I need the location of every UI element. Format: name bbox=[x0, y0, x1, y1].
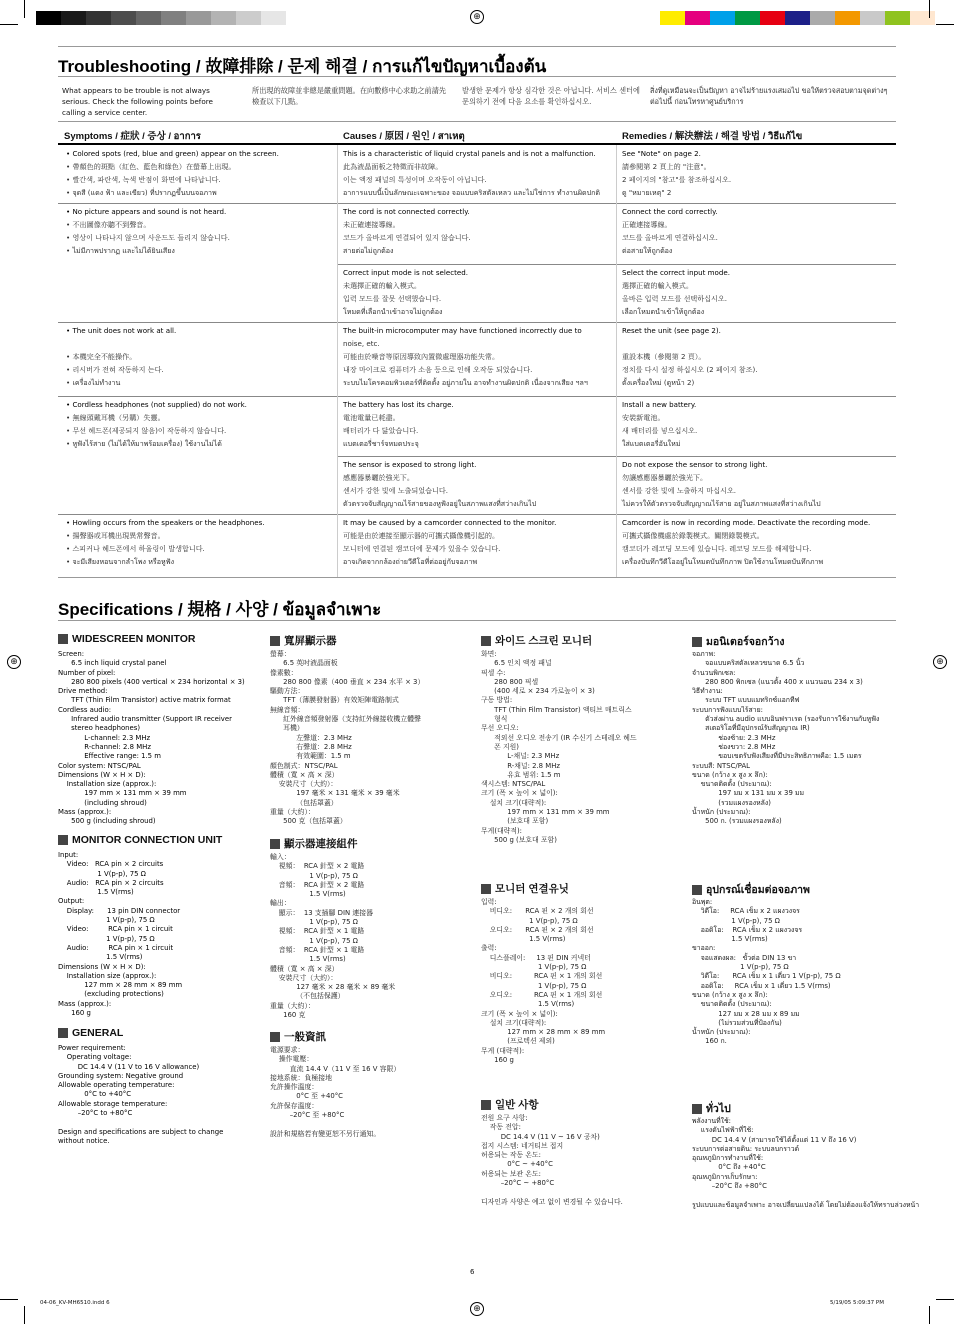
cell-line: • 本機完全不能操作。 bbox=[66, 352, 137, 361]
cell-line bbox=[66, 337, 176, 350]
square-bullet-icon bbox=[692, 1104, 702, 1114]
cell-line: The cord is not connected correctly. bbox=[343, 207, 470, 216]
spec-section-title bbox=[270, 1029, 326, 1044]
spec-section-body: 입력: 비디오: RCA 핀 × 2 개의 회선 1 V(p-p), 75 Ω 오디오: RCA 핀 × 2 개의 회선 1.5 V(rms) 출력: 디스플레이: 13 핀 DIN 커넥터 1 V(p-p), 75 Ω 비디오: RCA 핀 × 1 개의 회선 1 V(p-p), 75 Ω 오디오: RCA 핀 × 1 개의 회선 1.5 V(rms) 크기 (폭 × 높이 × 넓이): 설치 크기(대략적): 127 mm × 28 mm × 89 mm (프로텍션 제외) 무게 (대략적): 160 g bbox=[481, 898, 606, 1065]
crop-mark bbox=[0, 1299, 18, 1300]
cell-line: 입력 모드를 잘못 선택했습니다. bbox=[343, 294, 442, 303]
color-swatch bbox=[261, 11, 286, 25]
color-swatch bbox=[685, 11, 710, 25]
cell-line: 이는 액정 패널의 특성이며 오작동이 아닙니다. bbox=[343, 175, 487, 184]
cell-line: Select the correct input mode. bbox=[622, 268, 731, 277]
cell-line: See "Note" on page 2. bbox=[622, 149, 701, 158]
table-cell-cause bbox=[343, 458, 536, 510]
cell-line: The built-in microcomputer may have functioned incorrectly due to bbox=[343, 326, 582, 335]
intro-ko: 발생한 문제가 항상 심각한 것은 아닙니다. 서비스 센터에 문의하기 전에 다음 요소를 확인하십시오. bbox=[462, 86, 640, 106]
row-divider bbox=[58, 203, 896, 204]
intro-en: What appears to be trouble is not always serious. Check the following points before calling a service center. bbox=[62, 86, 213, 117]
cell-line: • Colored spots (red, blue and green) appear on the screen. bbox=[66, 149, 279, 158]
color-swatch bbox=[286, 11, 311, 25]
color-swatch bbox=[710, 11, 735, 25]
table-cell-remedy bbox=[622, 266, 730, 318]
table-top-rule bbox=[58, 143, 896, 145]
color-bar-left bbox=[36, 11, 311, 25]
cell-line: • จะมีเสียงหอนจากลำโพง หรือหูฟัง bbox=[66, 557, 175, 566]
spec-section-title bbox=[481, 1097, 539, 1112]
cell-line: 重設本機（參閱第 2 頁）。 bbox=[622, 352, 706, 361]
crop-mark bbox=[929, 0, 930, 18]
color-swatch bbox=[161, 11, 186, 25]
cell-line: 可能是由於連接至顯示器的可攜式攝像機引起的。 bbox=[343, 531, 500, 540]
cell-line: • 빨간색, 파란색, 녹색 반점이 화면에 나타납니다. bbox=[66, 175, 221, 184]
spec-section-title bbox=[692, 1100, 731, 1117]
intro-th: สิ่งที่ดูเหมือนจะเป็นปัญหา อาจไม่ร้ายแรงเสมอไป ขอให้ตรวจสอบตามจุดต่างๆ ต่อไปนี้ ก่อนโทรหาศูนย์บริการ bbox=[650, 86, 888, 106]
square-bullet-icon bbox=[270, 636, 280, 646]
cell-line: 센서가 강한 빛에 노출되었습니다. bbox=[343, 486, 448, 495]
cell-line: 可能由於噪音等原因導致內置微處理器功能失常。 bbox=[343, 352, 500, 361]
row-divider bbox=[338, 456, 896, 457]
row-divider bbox=[58, 322, 896, 323]
table-cell-cause bbox=[343, 398, 454, 450]
cell-line: ตั้งเครื่องใหม่ (ดูหน้า 2) bbox=[622, 378, 695, 387]
page-number: 6 bbox=[470, 1268, 475, 1276]
registration-mark-icon: ⊕ bbox=[933, 655, 947, 669]
cell-line: 올바른 입력 모드를 선택하십시오. bbox=[622, 294, 727, 303]
row-divider bbox=[58, 396, 896, 397]
spec-section-body: 화면: 6.5 인치 액정 패널 픽셀 수: 280 800 픽셀 (400 세로 × 234 가로높이 × 3) 구동 방법: TFT (Thin Film Transistor) 액티브 매트릭스 형식 무선 오디오: 적외선 오디오 전송기 (IR 수신기 스테레오 헤드 폰 지원) L-채널: 2.3 MHz R-채널: 2.8 MHz 유효 범위: 1.5 m 색시스템: NTSC/PAL 크기 (폭 × 높이 × 넓이): 설치 크기(대략적): 197 mm × 131 mm × 39 mm (보호대 포함) 무게(대략적): 500 g (보호대 포함) bbox=[481, 650, 637, 844]
table-cell-cause bbox=[343, 147, 600, 199]
spec-section-body: Input: Video: RCA pin × 2 circuits 1 V(p-p), 75 Ω Audio: RCA pin × 2 circuits 1.5 V(rms) Output: Display: 13 pin DIN connector 1 V(p-p), 75 Ω Video: RCA pin × 1 circuit 1 V(p-p), 75 Ω Audio: RCA pin × 1 circuit 1.5 V(rms) Dimensions (W × H × D): Installation size (approx.): 127 mm × 28 mm × 89 mm (excluding protections) Mass (approx.): 160 g bbox=[58, 851, 183, 1018]
spec-section-title-text: 모니터 연결유닛 bbox=[495, 883, 569, 895]
square-bullet-icon bbox=[58, 634, 68, 644]
cell-line: • 무선 헤드폰(제공되지 않음)이 작동하지 않습니다. bbox=[66, 426, 227, 435]
cell-line: It may be caused by a camcorder connected to the monitor. bbox=[343, 518, 557, 527]
cell-line: ดู "หมายเหตุ" 2 bbox=[622, 188, 672, 197]
cell-line: Camcorder is now in recording mode. Deactivate the recording mode. bbox=[622, 518, 871, 527]
specifications-title: Specifications / 規格 / 사양 / ข้อมูลจำเพาะ bbox=[58, 600, 382, 619]
cell-line: Connect the cord correctly. bbox=[622, 207, 718, 216]
spec-section-body: อินพุต: วิดีโอ: RCA เข็ม x 2 แผงวงจร 1 V(p-p), 75 Ω ออดิโอ: RCA เข็ม x 2 แผงวงจร 1.5 V(rms) ขาออก: จอแสดงผล: ขั้วต่อ DIN 13 ขา 1 V(p-p), 75 Ω วิดีโอ: RCA เข็ม x 1 เดี่ยว 1 V(p-p), 75 Ω ออดิโอ: RCA เข็ม x 1 เดี่ยว 1.5 V(rms) ขนาด (กว้าง x สูง x ลึก): ขนาดติดตั้ง (ประมาณ): 127 มม x 28 มม x 89 มม (ไม่รวมส่วนที่ป้องกัน) น้ำหนัก (ประมาณ): 160 ก. bbox=[692, 898, 841, 1046]
square-bullet-icon bbox=[692, 885, 702, 895]
divider bbox=[58, 121, 896, 122]
cell-line: • เครื่องไม่ทำงาน bbox=[66, 378, 121, 387]
column-divider bbox=[616, 145, 617, 577]
spec-section-title-text: ทั่วไป bbox=[706, 1103, 731, 1115]
cell-line: เลือกโหมดนำเข้าให้ถูกต้อง bbox=[622, 307, 705, 316]
spec-section-title bbox=[692, 633, 785, 650]
row-divider bbox=[58, 514, 896, 515]
color-swatch bbox=[186, 11, 211, 25]
crop-mark bbox=[929, 1306, 930, 1324]
spec-section-title bbox=[270, 633, 337, 648]
table-cell-symptom bbox=[66, 147, 279, 199]
color-swatch bbox=[211, 11, 236, 25]
spec-section-body: Power requirement: Operating voltage: DC 14.4 V (11 V to 16 V allowance) Grounding system: Negative ground Allowable operating temperature: 0°C to +40°C Allowable storage temperature: –20°C to +80°C Design and specifications are subject to change without notice. bbox=[58, 1044, 224, 1145]
divider bbox=[58, 577, 896, 578]
column-divider bbox=[337, 145, 338, 577]
cell-line: • 無線頭戴耳機（另購）失靈。 bbox=[66, 413, 165, 422]
cell-line: • 帶顏色的斑點（紅色、藍色和綠色）在螢幕上出現。 bbox=[66, 162, 236, 171]
cell-line: 배터리가 다 닳았습니다. bbox=[343, 426, 419, 435]
square-bullet-icon bbox=[58, 1028, 68, 1038]
table-cell-remedy bbox=[622, 398, 697, 450]
cell-line: ใส่แบตเตอรี่อันใหม่ bbox=[622, 439, 681, 448]
color-swatch bbox=[785, 11, 810, 25]
color-swatch bbox=[910, 11, 935, 25]
color-swatch bbox=[760, 11, 785, 25]
cell-line: • 스피커나 헤드폰에서 하울링이 발생합니다. bbox=[66, 544, 205, 553]
spec-section-title bbox=[270, 836, 358, 851]
square-bullet-icon bbox=[481, 884, 491, 894]
cell-line: • 不出圖像亦聽不到聲音。 bbox=[66, 220, 151, 229]
cell-line: ตัวตรวจจับสัญญาณไร้สายของหูฟังอยู่ในสภาพแสงที่สว่างเกินไป bbox=[343, 499, 537, 508]
file-name: 04-06_KV-MH6510.indd 6 bbox=[40, 1300, 110, 1306]
cell-line: 未正確連接導線。 bbox=[343, 220, 400, 229]
spec-section-title-text: 와이드 스크린 모니터 bbox=[495, 635, 593, 647]
cell-line: • จุดสี (แดง ฟ้า และเขียว) ที่ปรากฏขึ้นบนจอภาพ bbox=[66, 188, 217, 197]
cell-line: 코드를 올바르게 연결하십시오. bbox=[622, 233, 718, 242]
crop-mark bbox=[936, 24, 954, 25]
color-swatch bbox=[61, 11, 86, 25]
cell-line: Correct input mode is not selected. bbox=[343, 268, 469, 277]
cell-line: Reset the unit (see page 2). bbox=[622, 326, 721, 335]
spec-section-title bbox=[58, 633, 195, 645]
table-cell-cause bbox=[343, 205, 471, 257]
table-cell-cause bbox=[343, 516, 556, 568]
cell-line: 安裝新電池。 bbox=[622, 413, 665, 422]
cell-line: • 영상이 나타나지 않으며 사운드도 들리지 않습니다. bbox=[66, 233, 230, 242]
cell-line: Install a new battery. bbox=[622, 400, 697, 409]
cell-line: โหมดที่เลือกนำเข้าอาจไม่ถูกต้อง bbox=[343, 307, 443, 316]
column-header-remedies: Remedies / 解決辦法 / 해결 방법 / วิธีแก้ไข bbox=[622, 131, 803, 142]
spec-section-title bbox=[58, 1027, 123, 1039]
registration-mark-icon: ⊕ bbox=[470, 10, 484, 24]
spec-section-title bbox=[481, 881, 569, 896]
cell-line: 내장 마이크로 컴퓨터가 소음 등으로 인해 오작동 되었습니다. bbox=[343, 365, 533, 374]
spec-section-title-text: อุปกรณ์เชื่อมต่อจอภาพ bbox=[706, 884, 810, 896]
divider bbox=[58, 620, 896, 621]
spec-section-title-text: 顯示器連接組件 bbox=[284, 838, 358, 850]
color-swatch bbox=[36, 11, 61, 25]
spec-section-title bbox=[481, 633, 592, 648]
spec-section-body: พลังงานที่ใช้: แรงดันไฟฟ้าที่ใช้: DC 14.4 V (สามารถใช้ได้ตั้งแต่ 11 V ถึง 16 V) ระบบการต่อสายดิน: ระบบลบกราวด์ อุณหภูมิการทำงานที่ใช้: 0°C ถึง +40°C อุณหภูมิการเก็บรักษา: –20°C ถึง +80°C รูปแบบและข้อมูลจำเพาะ อาจเปลี่ยนแปลงได้ โดยไม่ต้องแจ้งให้ทราบล่วงหน้า bbox=[692, 1117, 920, 1209]
cell-line: 電池電量已耗盡。 bbox=[343, 413, 400, 422]
cell-line: The battery has lost its charge. bbox=[343, 400, 454, 409]
cell-line: 勿讓感應器暴曬於強光下。 bbox=[622, 473, 708, 482]
divider bbox=[58, 46, 896, 47]
cell-line: 正確連接導線。 bbox=[622, 220, 672, 229]
spec-section-title-text: MONITOR CONNECTION UNIT bbox=[72, 834, 223, 846]
cell-line: สายต่อไม่ถูกต้อง bbox=[343, 246, 394, 255]
spec-section-title-text: 一般資訊 bbox=[284, 1031, 326, 1043]
cell-line: 感應器暴曬於強光下。 bbox=[343, 473, 414, 482]
square-bullet-icon bbox=[270, 1032, 280, 1042]
crop-mark bbox=[24, 1306, 25, 1324]
cell-line: 새 배터리를 넣으십시오. bbox=[622, 426, 698, 435]
table-cell-remedy bbox=[622, 324, 757, 389]
table-cell-symptom bbox=[66, 205, 230, 257]
cell-line: 2 페이지의 "참고"를 참조하십시오. bbox=[622, 175, 732, 184]
color-swatch bbox=[810, 11, 835, 25]
table-cell-remedy bbox=[622, 147, 731, 199]
cell-line: The sensor is exposed to strong light. bbox=[343, 460, 477, 469]
square-bullet-icon bbox=[58, 835, 68, 845]
divider bbox=[58, 76, 896, 77]
cell-line: Do not expose the sensor to strong light. bbox=[622, 460, 768, 469]
table-cell-cause bbox=[343, 324, 588, 389]
spec-section-body: 螢幕： 6.5 英吋液晶面板 像素數： 280 800 像素（400 垂直 × 234 水平 × 3） 驅動方法： TFT（薄膜發射器）有效矩陣電路制式 無線音頻： 紅外線音頻發射器（支持紅外線接收機立體聲 耳機） 左聲道：2.3 MHz 右聲道：2.8 MHz 有效範圍：1.5 m 顏色制式：NTSC/PAL 體積（寬 × 高 × 深） 安裝尺寸（大約）： 197 毫米 × 131 毫米 × 39 毫米 （包括罩蓋） 重量（大約）： 500 克（包括罩蓋） bbox=[270, 650, 425, 826]
cell-line: แบตเตอรี่ชาร์จหมดประจุ bbox=[343, 439, 419, 448]
column-header-symptoms: Symptoms / 症狀 / 증상 / อาการ bbox=[64, 131, 201, 142]
row-divider bbox=[338, 264, 896, 265]
spec-section-body: จอภาพ: จอแบบคริสตัลเหลวขนาด 6.5 นิ้ว จำนวนพิกเซล: 280 800 พิกเซล (แนวตั้ง 400 x แนวนอน 234 x 3) วิธีทำงาน: ระบบ TFT แบบแมทริกซ์แอกทีฟ ระบบการฟังแบบไร้สาย: ตัวส่งผ่าน audio แบบอินฟราเรด (รองรับการใช้งานกับหูฟัง สเตอริโอที่มีอุปกรณ์รับสัญญาณ IR) ช่องซ้าย: 2.3 MHz ช่องขวา: 2.8 MHz ขอบเขตรับฟังเสียงที่มีประสิทธิภาพคือ: 1.5 เมตร ระบบสี: NTSC/PAL ขนาด (กว้าง x สูง x ลึก): ขนาดติดตั้ง (ประมาณ): 197 มม x 131 มม x 39 มม (รวมแผงรองหลัง) น้ำหนัก (ประมาณ): 500 ก. (รวมแผงรองหลัง) bbox=[692, 650, 880, 826]
cell-line: • Howling occurs from the speakers or the headphones. bbox=[66, 518, 265, 527]
table-cell-symptom bbox=[66, 324, 176, 389]
cell-line: 정치를 다시 설정 하십시오 (2 페이지 참조). bbox=[622, 365, 758, 374]
color-bar-right bbox=[660, 11, 935, 25]
spec-section-title-text: WIDESCREEN MONITOR bbox=[72, 633, 196, 645]
cell-line: • ไม่มีภาพปรากฏ และไม่ได้ยินเสียง bbox=[66, 246, 175, 255]
cell-line: • 리시버가 전혀 작동하지 는다. bbox=[66, 365, 164, 374]
square-bullet-icon bbox=[481, 636, 491, 646]
cell-line: ระบบไมโครคอมพิวเตอร์ที่ติดตั้ง อยู่ภายใน อาจทำงานผิดปกติ เนื่องจากเสียง ฯลฯ bbox=[343, 378, 588, 387]
cell-line: • The unit does not work at all. bbox=[66, 326, 177, 335]
table-cell-symptom bbox=[66, 398, 247, 450]
table-cell-remedy bbox=[622, 516, 870, 568]
spec-section-title bbox=[58, 834, 222, 846]
square-bullet-icon bbox=[692, 637, 702, 647]
cell-line: 可攜式攝像機處於錄製模式。關閉錄製模式。 bbox=[622, 531, 764, 540]
color-swatch bbox=[136, 11, 161, 25]
cell-line: 캠코더가 레코딩 모드에 있습니다. 레코딩 모드를 해제합니다. bbox=[622, 544, 812, 553]
cell-line: • หูฟังไร้สาย (ไม่ได้ให้มาพร้อมเครื่อง) ใช้งานไม่ได้ bbox=[66, 439, 222, 448]
cell-line: This is a characteristic of liquid crystal panels and is not a malfunction. bbox=[343, 149, 596, 158]
cell-line: 모니터에 연결된 캠코더에 문제가 있을수 있습니다. bbox=[343, 544, 501, 553]
color-swatch bbox=[86, 11, 111, 25]
cell-line: • 揚聲器或耳機出現異常聲音。 bbox=[66, 531, 165, 540]
spec-section-title bbox=[692, 881, 810, 898]
cell-line: 센서를 강한 빛에 노출하지 마십시오. bbox=[622, 486, 737, 495]
cell-line: เครื่องบันทึกวีดีโออยู่ในโหมดบันทึกภาพ ปิดใช้งานโหมดบันทึกภาพ bbox=[622, 557, 824, 566]
cell-line: อาจเกิดจากกล้องถ่ายวีดีโอที่ต่ออยู่กับจอภาพ bbox=[343, 557, 478, 566]
table-cell-cause bbox=[343, 266, 468, 318]
spec-section-title-text: มอนิเตอร์จอกว้าง bbox=[706, 636, 785, 648]
cell-line: • Cordless headphones (not supplied) do not work. bbox=[66, 400, 247, 409]
color-swatch bbox=[860, 11, 885, 25]
table-cell-symptom bbox=[66, 516, 265, 568]
cell-line: • No picture appears and sound is not heard. bbox=[66, 207, 227, 216]
timestamp: 5/19/05 5:09:37 PM bbox=[830, 1300, 884, 1306]
column-header-causes: Causes / 原因 / 원인 / สาเหตุ bbox=[343, 131, 465, 142]
square-bullet-icon bbox=[270, 839, 280, 849]
color-swatch bbox=[111, 11, 136, 25]
spec-section-title-text: GENERAL bbox=[72, 1027, 124, 1039]
cell-line: อาการแบบนี้เป็นลักษณะเฉพาะของ จอแบบคริสตัลเหลว และไม่ใช่การ ทำงานผิดปกติ bbox=[343, 188, 601, 197]
troubleshooting-title: Troubleshooting / 故障排除 / 문제 해결 / การแก้ไขปัญหาเบื้องต้น bbox=[58, 57, 547, 76]
cell-line: 未選擇正確的輸入模式。 bbox=[343, 281, 422, 290]
color-swatch bbox=[236, 11, 261, 25]
color-swatch bbox=[835, 11, 860, 25]
color-swatch bbox=[660, 11, 685, 25]
registration-mark-icon: ⊕ bbox=[470, 1302, 484, 1316]
spec-section-title-text: 寬屏顯示器 bbox=[284, 635, 337, 647]
color-swatch bbox=[735, 11, 760, 25]
crop-mark bbox=[24, 0, 25, 18]
color-swatch bbox=[885, 11, 910, 25]
spec-section-body: 전원 요구 사항: 작동 전압: DC 14.4 V (11 V ~ 16 V 공차) 접지 시스템: 네거티브 접지 허용되는 작동 온도: 0°C ~ +40°C 허용되는 보관 온도: –20°C ~ +80°C 디자인과 사양은 예고 없이 변경될 수 있습니다. bbox=[481, 1114, 623, 1206]
spec-section-title-text: 일반 사항 bbox=[495, 1099, 539, 1111]
spec-section-body: Screen: 6.5 inch liquid crystal panel Number of pixel: 280 800 pixels (400 vertical × 234 horizontal × 3) Drive method: TFT (Thin Film Transistor) active matrix format Cordless audio: Infrared audio transmitter (Support IR receiver stereo headphones) L-channel: 2.3 MHz R-channel: 2.8 MHz Effective range: 1.5 m Color system: NTSC/PAL Dimensions (W × H × D): Installation size (approx.): 197 mm × 131 mm × 39 mm (including shroud) Mass (approx.): 500 g (including shroud) bbox=[58, 650, 245, 826]
table-cell-remedy bbox=[622, 458, 821, 510]
spec-section-body: 輸入： 視頻： RCA 針型 × 2 電路 1 V(p-p), 75 Ω 音頻： RCA 針型 × 2 電路 1.5 V(rms) 輸出： 顯示： 13 支插腳 DIN 連接器 1 V(p-p), 75 Ω 視頻： RCA 針型 × 1 電路 1 V(p-p), 75 Ω 音頻： RCA 針型 × 1 電路 1.5 V(rms) 體積（寬 × 高 × 深） 安裝尺寸（大約）： 127 毫米 × 28 毫米 × 89 毫米 （不包括保護） 重量（大約）： 160 克 bbox=[270, 853, 396, 1020]
cell-line: noise, etc. bbox=[343, 339, 380, 348]
cell-line: 此為液晶面板之特徵而非故障。 bbox=[343, 162, 443, 171]
cell-line: ไม่ควรให้ตัวตรวจจับสัญญาณไร้สาย อยู่ในสภาพแสงที่สว่างเกินไป bbox=[622, 499, 821, 508]
cell-line: 請參閱第 2 頁上的 "注意"。 bbox=[622, 162, 711, 171]
registration-mark-icon: ⊕ bbox=[7, 655, 21, 669]
cell-line: 選擇正確的輸入模式。 bbox=[622, 281, 693, 290]
square-bullet-icon bbox=[481, 1100, 491, 1110]
intro-zh: 所出現的故障並非總是嚴重問題。在向數修中心求助之前請先檢查以下几點。 bbox=[252, 86, 447, 106]
crop-mark bbox=[0, 24, 18, 25]
spec-section-body: 電源要求： 操作電壓： 直流 14.4 V（11 V 至 16 V 容限） 接地系統：負極接地 允許操作溫度： 0°C 至 +40°C 允許保存溫度： –20°C 至 +80°C 設計和規格若有變更恕不另行通知。 bbox=[270, 1046, 401, 1138]
cell-line: 코드가 올바르게 연결되어 있지 않습니다. bbox=[343, 233, 471, 242]
table-cell-remedy bbox=[622, 205, 718, 257]
cell-line bbox=[622, 337, 757, 350]
cell-line: ต่อสายให้ถูกต้อง bbox=[622, 246, 673, 255]
crop-mark bbox=[936, 1299, 954, 1300]
